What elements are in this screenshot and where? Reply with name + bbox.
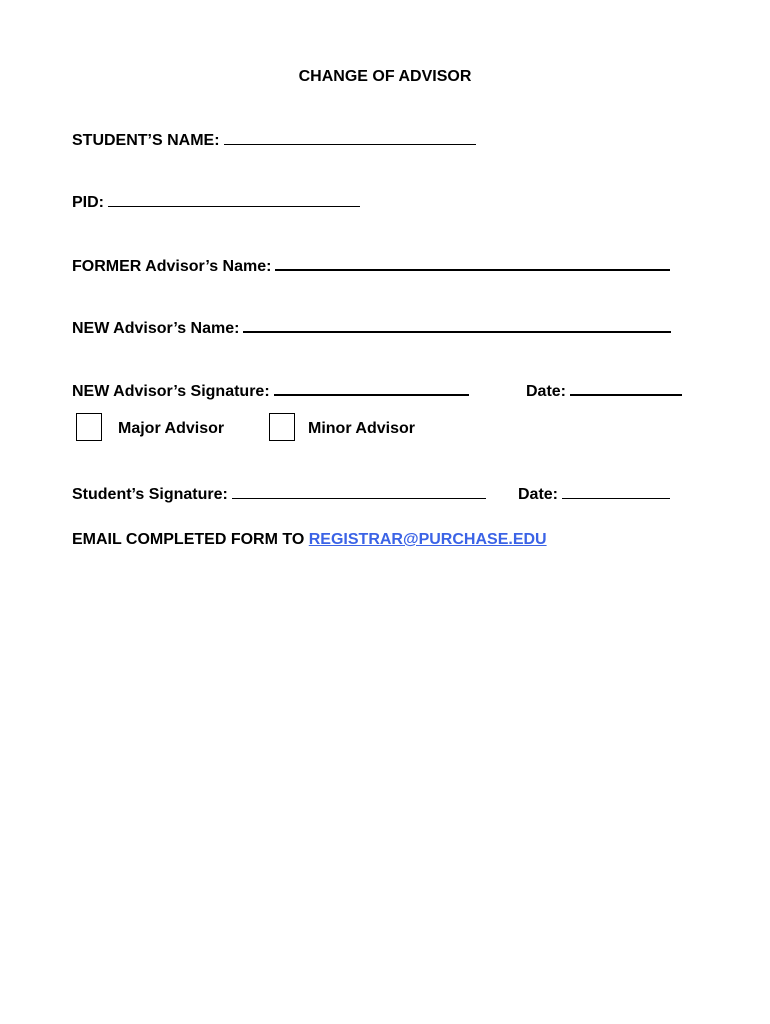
student-date-field[interactable] — [562, 484, 670, 499]
new-advisor-date-label: Date: — [526, 383, 567, 400]
student-signature-field[interactable] — [232, 484, 486, 499]
pid-row — [72, 192, 360, 211]
pid-label: PID: — [72, 194, 104, 211]
new-advisor-signature-field[interactable] — [274, 380, 469, 396]
new-advisor-field[interactable] — [243, 317, 671, 333]
registrar-email-link[interactable]: REGISTRAR@PURCHASE.EDU — [308, 531, 547, 548]
former-advisor-label: FORMER Advisor’s Name: — [72, 258, 272, 275]
email-instruction — [72, 532, 547, 548]
student-signature-label: Student’s Signature: — [72, 486, 228, 503]
student-signature-row — [72, 484, 486, 503]
email-instruction-text: EMAIL COMPLETED FORM TO — [72, 531, 305, 548]
major-advisor-checkbox[interactable] — [76, 413, 102, 441]
new-advisor-date-field[interactable] — [570, 380, 682, 396]
minor-advisor-label: Minor Advisor — [308, 420, 415, 437]
student-date-label: Date: — [518, 486, 559, 503]
new-advisor-date-row — [526, 380, 682, 400]
student-name-row — [72, 130, 476, 149]
student-date-row — [518, 484, 670, 503]
new-advisor-row — [72, 317, 671, 337]
new-advisor-signature-row — [72, 380, 469, 400]
pid-field[interactable] — [108, 192, 360, 207]
minor-advisor-checkbox[interactable] — [269, 413, 295, 441]
page-title: CHANGE OF ADVISOR — [298, 68, 472, 85]
major-advisor-label: Major Advisor — [118, 420, 225, 437]
former-advisor-field[interactable] — [275, 255, 670, 271]
student-name-label: STUDENT’S NAME: — [72, 132, 220, 149]
new-advisor-signature-label: NEW Advisor’s Signature: — [72, 383, 270, 400]
new-advisor-label: NEW Advisor’s Name: — [72, 320, 240, 337]
student-name-field[interactable] — [224, 130, 476, 145]
former-advisor-row — [72, 255, 670, 275]
